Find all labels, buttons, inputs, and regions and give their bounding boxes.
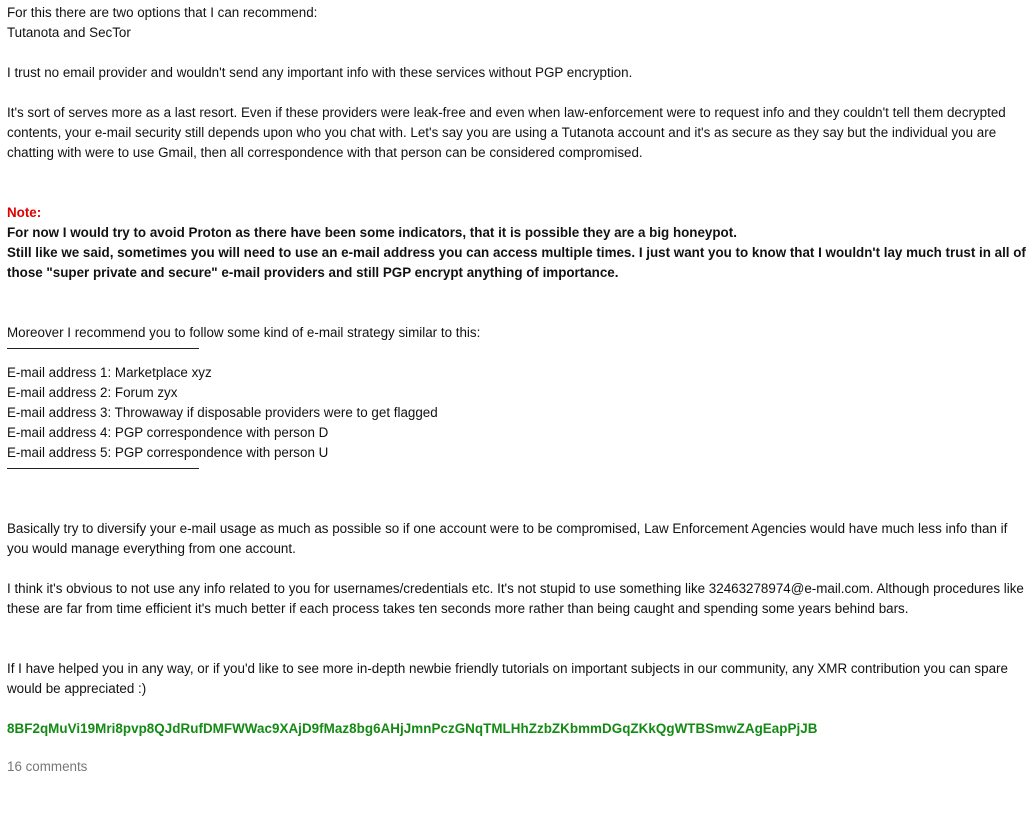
intro-line-1: For this there are two options that I can recommend: — [7, 5, 318, 20]
donation-paragraph: If I have helped you in any way, or if you'd like to see more in-depth newbie friendly tutorials on important subjects in our community, any XMR contribution you can spare would be appreciated :) — [7, 661, 1008, 696]
note-label: Note: — [7, 205, 42, 220]
strategy-list — [7, 363, 1031, 463]
note-line-2: Still like we said, sometimes you will need to use an e-mail address you can access multiple times. I just want you to know that I wouldn't lay much trust in all of those "super private and secure" e-mail providers and still PGP encrypt anything of importance. — [7, 245, 1026, 280]
credentials-paragraph: I think it's obvious to not use any info related to you for usernames/credentials etc. It's not stupid to use something like 32463278974@e-mail.com. Although procedures like these are far from time efficient it's much better if each process takes ten seconds more rather than being caught and spending some years behind bars. — [7, 581, 1024, 616]
list-item: E-mail address 5: PGP correspondence with person U — [7, 445, 329, 460]
divider-top — [7, 348, 199, 349]
diversify-paragraph: Basically try to diversify your e-mail usage as much as possible so if one account were to be compromised, Law Enforcement Agencies would have much less info than if you would manage everything from one account. — [7, 521, 1008, 556]
list-item: E-mail address 1: Marketplace xyz — [7, 365, 212, 380]
trust-paragraph: I trust no email provider and wouldn't send any important info with these services without PGP encryption. — [7, 65, 633, 80]
divider-bottom — [7, 468, 199, 469]
list-item: E-mail address 2: Forum zyx — [7, 385, 178, 400]
post-body — [7, 3, 1031, 777]
list-item: E-mail address 3: Throwaway if disposable providers were to get flagged — [7, 405, 438, 420]
comments-link[interactable]: 16 comments — [7, 759, 88, 774]
last-resort-paragraph: It's sort of serves more as a last resort. Even if these providers were leak-free and even when law-enforcement were to request info and they couldn't tell them decrypted contents, your e-mail security still depends upon who you chat with. Let's say you are using a Tutanota account and it's as secure as they say but the individual you are chatting with were to use Gmail, then all correspondence with that person can be considered compromised. — [7, 105, 1006, 160]
intro-line-2: Tutanota and SecTor — [7, 25, 131, 40]
list-item: E-mail address 4: PGP correspondence with person D — [7, 425, 329, 440]
xmr-address: 8BF2qMuVi19Mri8pvp8QJdRufDMFWWac9XAjD9fMaz8bg6AHjJmnPczGNqTMLHhZzbZKbmmDGqZKkQgWTBSmwZAgEapPjJB — [7, 721, 818, 736]
note-line-1: For now I would try to avoid Proton as there have been some indicators, that it is possible they are a big honeypot. — [7, 225, 737, 240]
strategy-intro: Moreover I recommend you to follow some kind of e-mail strategy similar to this: — [7, 325, 481, 340]
